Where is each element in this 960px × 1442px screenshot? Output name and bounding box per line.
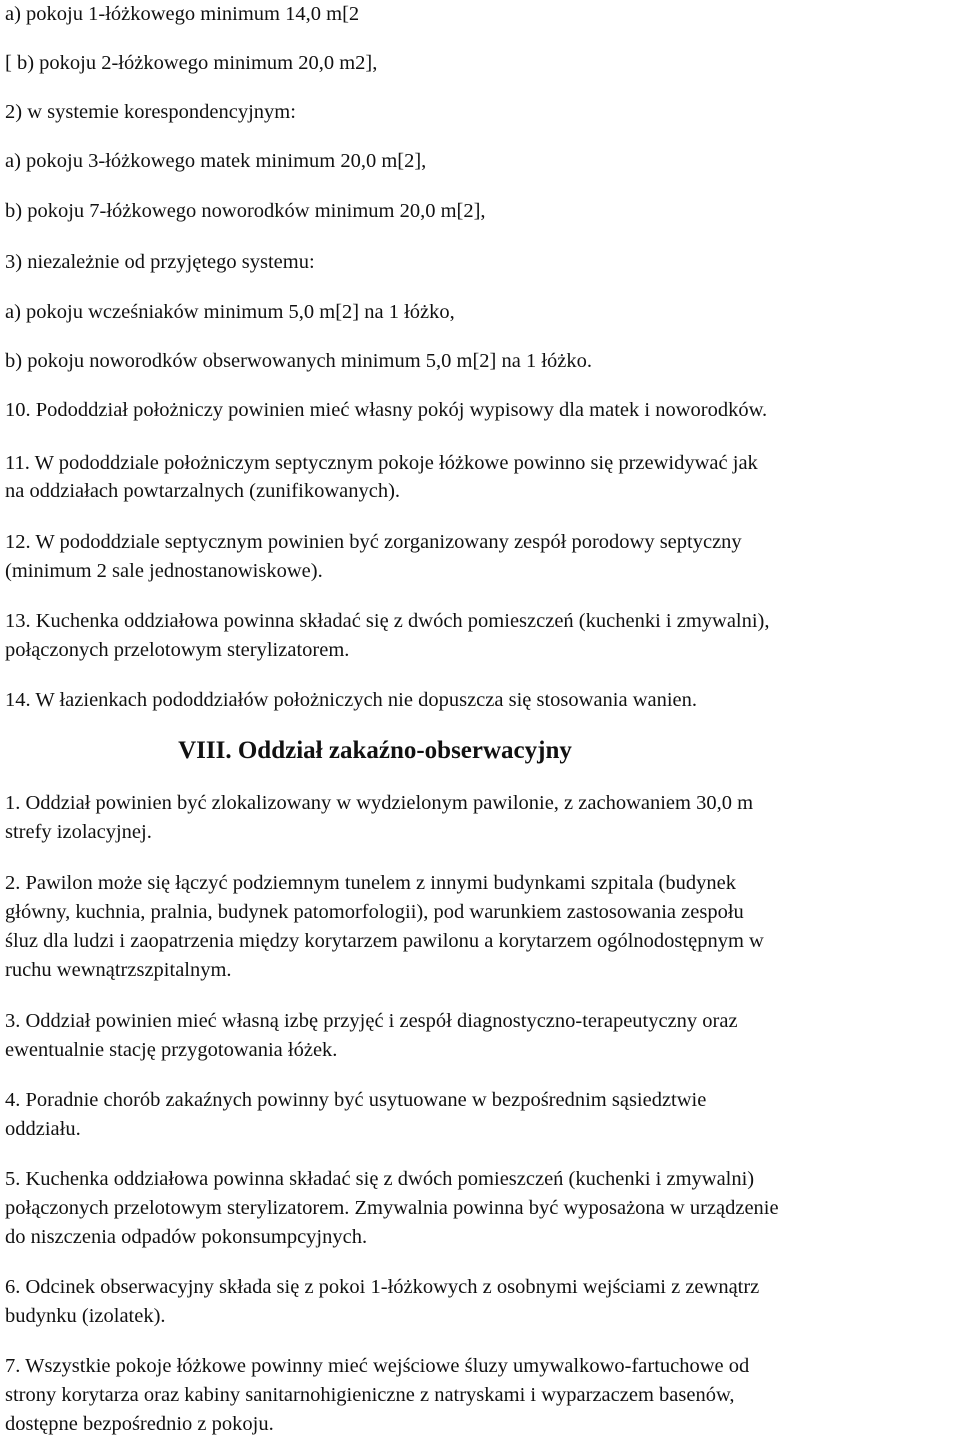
text-line: 14. W łazienkach pododdziałów położniczych nie dopuszcza się stosowania wanien. xyxy=(5,689,698,711)
text-line: 13. Kuchenka oddziałowa powinna składać się z dwóch pomieszczeń (kuchenki i zmywalni), xyxy=(5,610,770,632)
text-line: oddziału. xyxy=(5,1118,81,1140)
text-line: 2) w systemie korespondencyjnym: xyxy=(5,101,296,123)
text-line: ewentualnie stację przygotowania łóżek. xyxy=(5,1039,338,1061)
text-line: a) pokoju wcześniaków minimum 5,0 m[2] na 1 łóżko, xyxy=(5,301,455,323)
text-line: połączonych przelotowym sterylizatorem. Zmywalnia powinna być wyposażona w urządzenie xyxy=(5,1197,779,1219)
text-line: dostępne bezpośrednio z pokoju. xyxy=(5,1413,274,1435)
text-line: 12. W pododdziale septycznym powinien być zorganizowany zespół porodowy septyczny xyxy=(5,531,742,553)
text-line: 5. Kuchenka oddziałowa powinna składać się z dwóch pomieszczeń (kuchenki i zmywalni) xyxy=(5,1168,755,1190)
text-line: a) pokoju 3-łóżkowego matek minimum 20,0 m[2], xyxy=(5,150,427,172)
text-line: b) pokoju 7-łóżkowego noworodków minimum 20,0 m[2], xyxy=(5,200,486,222)
text-line: śluz dla ludzi i zaopatrzenia między korytarzem pawilonu a korytarzem ogólnodostępnym w xyxy=(5,930,764,952)
text-line: 3) niezależnie od przyjętego systemu: xyxy=(5,251,315,273)
text-line: 6. Odcinek obserwacyjny składa się z pokoi 1-łóżkowych z osobnymi wejściami z zewnątrz xyxy=(5,1276,760,1298)
text-line: budynku (izolatek). xyxy=(5,1305,166,1327)
text-line: 4. Poradnie chorób zakaźnych powinny być usytuowane w bezpośrednim sąsiedztwie xyxy=(5,1089,707,1111)
text-line: połączonych przelotowym sterylizatorem. xyxy=(5,639,350,661)
text-line: 7. Wszystkie pokoje łóżkowe powinny mieć wejściowe śluzy umywalkowo-fartuchowe od xyxy=(5,1355,750,1377)
text-line: do niszczenia odpadów pokonsumpcyjnych. xyxy=(5,1226,368,1248)
text-line: ruchu wewnątrzszpitalnym. xyxy=(5,959,232,981)
text-line: 2. Pawilon może się łączyć podziemnym tunelem z innymi budynkami szpitala (budynek xyxy=(5,872,736,894)
text-line: b) pokoju noworodków obserwowanych minimum 5,0 m[2] na 1 łóżko. xyxy=(5,350,593,372)
text-line: 1. Oddział powinien być zlokalizowany w wydzielonym pawilonie, z zachowaniem 30,0 m xyxy=(5,792,754,814)
section-heading: VIII. Oddział zakaźno-obserwacyjny xyxy=(178,737,572,764)
text-line: 10. Pododdział położniczy powinien mieć własny pokój wypisowy dla matek i noworodków. xyxy=(5,399,768,421)
text-line: główny, kuchnia, pralnia, budynek patomorfologii), pod warunkiem zastosowania zespołu xyxy=(5,901,744,923)
text-line: a) pokoju 1-łóżkowego minimum 14,0 m[2 xyxy=(5,3,360,25)
text-line: 11. W pododdziale położniczym septycznym pokoje łóżkowe powinno się przewidywać jak xyxy=(5,452,758,474)
text-line: (minimum 2 sale jednostanowiskowe). xyxy=(5,560,323,582)
text-line: na oddziałach powtarzalnych (zunifikowanych). xyxy=(5,480,401,502)
text-line: 3. Oddział powinien mieć własną izbę przyjęć i zespół diagnostyczno-terapeutyczny oraz xyxy=(5,1010,738,1032)
text-line: [ b) pokoju 2-łóżkowego minimum 20,0 m2], xyxy=(5,52,378,74)
text-line: strony korytarza oraz kabiny sanitarnohigieniczne z natryskami i wyparzaczem basenów, xyxy=(5,1384,735,1406)
text-line: strefy izolacyjnej. xyxy=(5,821,152,843)
